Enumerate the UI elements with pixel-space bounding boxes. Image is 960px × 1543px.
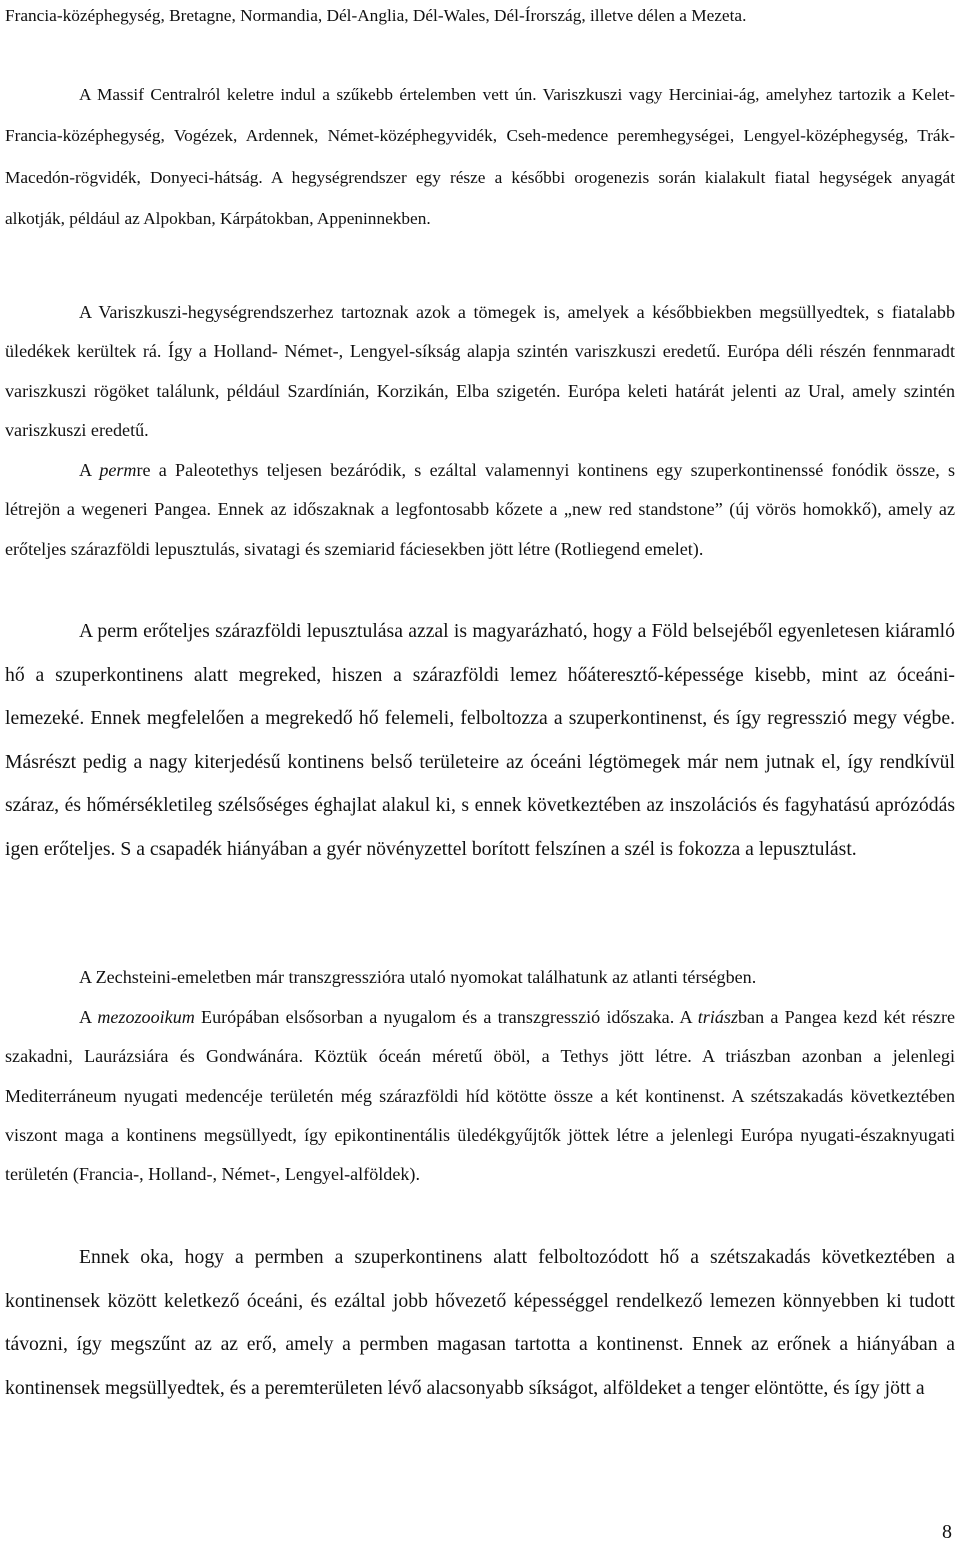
paragraph-permian-heat: Ennek oka, hogy a permben a szuperkontinens alatt felboltozódott hő a szétszakadás következtében a kontinensek között keletkező óceáni, és ezáltal jobb hővezető képességgel rendelkező lemezen könnyebben ki tudott távozni, így megszűnt az az erő, amely a permben magasan tartotta a kontinenst. Ennek az erőnek a hiányában a kontinensek megsüllyedtek, és a peremterületen lévő alacsonyabb síkságot, alföldeket a tenger elöntötte, és így jött a — [5, 1246, 955, 1399]
text-segment: re a Paleotethys teljesen bezáródik, s ezáltal valamennyi kontinens egy szuperkontinenssé fonódik össze, s létrejön a wegeneri Pangea. Ennek az időszaknak a legfontosabb kőzete a „new red standstone” (új vörös homokkő), amely az erőteljes szárazföldi lepusztulás, sivatagi és szemiarid fáciesekben jött létre (Rotliegend emelet). — [5, 460, 956, 559]
paragraph-europe-regions: Francia-középhegység, Bretagne, Normandia, Dél-Anglia, Dél-Wales, Dél-Írország, illetve délen a Mezeta. — [5, 6, 747, 25]
text-segment: A — [79, 460, 100, 480]
italic-term-perm: perm — [99, 460, 137, 480]
text-segment: ban a Pangea kezd két részre szakadni, Laurázsiára és Gondwánára. Köztük óceán méretű öböl, a Tethys jött létre. A triászban azonban a jelenlegi Mediterráneum nyugati medencéje területén még szárazföldi híd kötötte össze a két kontinenst. A szétszakadás következtében viszont maga a kontinens megsüllyedt, így epikontinentális üledékgyűjtők jöttek létre a jelenlegi Európa nyugati-északnyugati területén (Francia-, Holland-, Német-, Lengyel-alföldek). — [5, 1007, 956, 1185]
text-segment: A — [79, 1007, 98, 1027]
page-number: 8 — [942, 1521, 952, 1543]
paragraph-mesozoic — [5, 998, 955, 1194]
paragraph-variscan-branch: A Massif Centralról keletre indul a szűkebb értelemben vett ún. Variszkuszi vagy Herciniai-ág, amelyhez tartozik a Kelet-Francia-középhegység, Vogézek, Ardennek, Német-középhegyvidék, Cseh-medence peremhegységei, Lengyel-középhegység, Trák-Macedón-rögvidék, Donyeci-hátság. A hegységrendszer egy része a későbbi orogenezis során kialakult fiatal hegységek anyagát alkotják, például az Alpokban, Kárpátokban, Appeninnekben. — [5, 85, 955, 229]
italic-term-triasz: triász — [697, 1007, 738, 1027]
paragraph-permian-pangea — [5, 451, 955, 569]
italic-term-mezozooikum: mezozooikum — [97, 1007, 195, 1027]
text-segment: Európában elsősorban a nyugalom és a transzgresszió időszaka. A — [194, 1007, 698, 1027]
paragraph-variscan-masses: A Variszkuszi-hegységrendszerhez tartoznak azok a tömegek is, amelyek a későbbiekben megsüllyedtek, s fiatalabb üledékek kerültek rá. Így a Holland- Német-, Lengyel-síkság alapja szintén variszkuszi eredetű. Európa déli részén fennmaradt variszkuszi rögöket találunk, például Szardínián, Korzikán, Elba szigetén. Európa keleti határát jelenti az Ural, amely szintén variszkuszi eredetű. — [5, 302, 955, 440]
paragraph-zechstein: A Zechsteini-emeletben már transzgresszióra utaló nyomokat találhatunk az atlanti térségben. — [79, 967, 757, 987]
paragraph-permian-erosion: A perm erőteljes szárazföldi lepusztulása azzal is magyarázható, hogy a Föld belsejéből egyenletesen kiáramló hő a szuperkontinens alatt megreked, hiszen a szárazföldi lemez hőáteresztő-képessége kisebb, mint az óceáni-lemezeké. Ennek megfelelően a megrekedő hő felemeli, felboltozza a szuperkontinenst, és így regresszió megy végbe. Másrészt pedig a nagy kiterjedésű kontinens belső területeire az óceáni légtömegek már nem jutnak el, így rendkívül száraz, és hőmérsékletileg szélsőséges éghajlat alakul ki, s ennek következtében az inszolációs és fagyhatású aprózódás igen erőteljes. S a csapadék hiányában a gyér növényzettel borított felszínen a szél is fokozza a lepusztulást. — [5, 620, 955, 860]
